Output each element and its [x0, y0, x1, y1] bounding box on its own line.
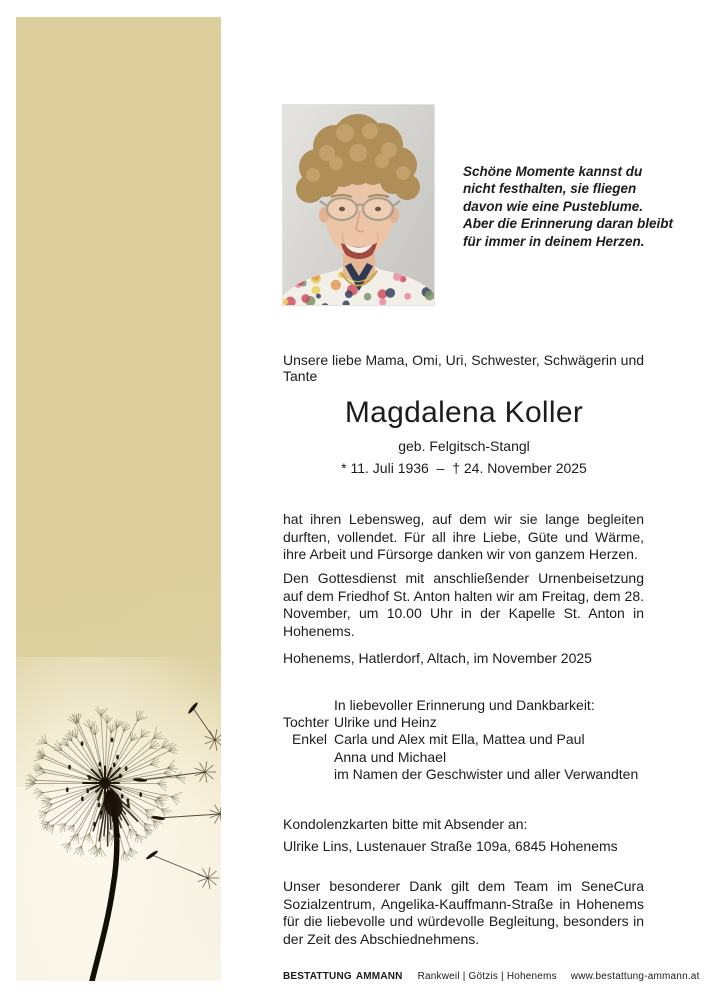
condolence-block	[283, 813, 644, 857]
footer-website: www.bestattung-ammann.at	[570, 971, 700, 982]
portrait-photo	[283, 105, 434, 305]
mourner-row	[283, 714, 644, 731]
mourner-names: Anna und Michael	[334, 748, 447, 765]
quote	[463, 163, 678, 250]
condolence-address: Ulrike Lins, Lustenauer Straße 109a, 6845 Hohenems	[283, 838, 618, 854]
mourners-intro-row	[283, 697, 644, 714]
mourner-names: Carla und Alex mit Ella, Mattea und Paul	[334, 731, 585, 748]
quote-line: nicht festhalten, sie fliegen	[463, 181, 637, 197]
paragraph-service: Den Gottesdienst mit anschließender Urnenbeisetzung auf dem Friedhof St. Anton halten wir am Freitag, dem 28. November, um 10.00 Uhr in der Kapelle St. Anton in Hohenems.	[283, 570, 644, 639]
footer-locations: Rankweil | Götzis | Hohenems	[417, 971, 557, 982]
footer-brand-name: AMMANN	[355, 971, 403, 982]
maiden-name: geb. Felgitsch-Stangl	[398, 438, 530, 454]
mourners-list	[283, 697, 644, 783]
condolence-note: Kondolenzkarten bitte mit Absender an:	[283, 816, 528, 832]
thanks-paragraph: Unser besonderer Dank gilt dem Team im SeneCura Sozialzentrum, Angelika-Kauffmann-Straße in Hohenems für die liebevolle und würdevolle Begleitung, besonders in der Zeit des Abschiednehmens.	[283, 878, 644, 947]
quote-line: Schöne Momente kannst du	[463, 164, 643, 179]
quote-line: für immer in deinem Herzen.	[463, 233, 645, 249]
mourner-label: Tochter	[283, 714, 329, 731]
footer	[283, 971, 700, 982]
mourner-label	[283, 697, 327, 714]
mourner-row	[283, 766, 644, 783]
quote-line: Aber die Erinnerung daran bleibt	[463, 216, 674, 232]
salutation: Unsere liebe Mama, Omi, Uri, Schwester, Schwägerin und Tante	[283, 352, 645, 384]
mourners-intro: In liebevoller Erinnerung und Dankbarkeit:	[334, 697, 595, 713]
places-dateline: Hohenems, Hatlerdorf, Altach, im November 2025	[283, 650, 592, 666]
mourner-label: Enkel	[291, 731, 327, 748]
mourner-names: Ulrike und Heinz	[334, 714, 437, 731]
left-art-panel	[16, 17, 221, 981]
quote-line: davon wie eine Pusteblume.	[463, 198, 644, 214]
mourner-row	[283, 749, 644, 766]
life-dates: * 11. Juli 1936 – † 24. November 2025	[341, 460, 587, 476]
mourner-row	[283, 731, 644, 748]
mourner-names: im Namen der Geschwister und aller Verwandten	[334, 765, 639, 782]
mourner-label	[283, 749, 327, 766]
footer-brand-prefix: BESTATTUNG	[283, 971, 352, 982]
dandelion-art	[16, 17, 221, 981]
deceased-name: Magdalena Koller	[344, 396, 584, 429]
mourner-label	[283, 766, 327, 783]
paragraph-life: hat ihren Lebensweg, auf dem wir sie lange begleiten durften, vollendet. Für all ihre Liebe, Güte und Wärme, ihre Arbeit und Fürsorge danken wir von ganzem Herzen.	[283, 511, 644, 562]
